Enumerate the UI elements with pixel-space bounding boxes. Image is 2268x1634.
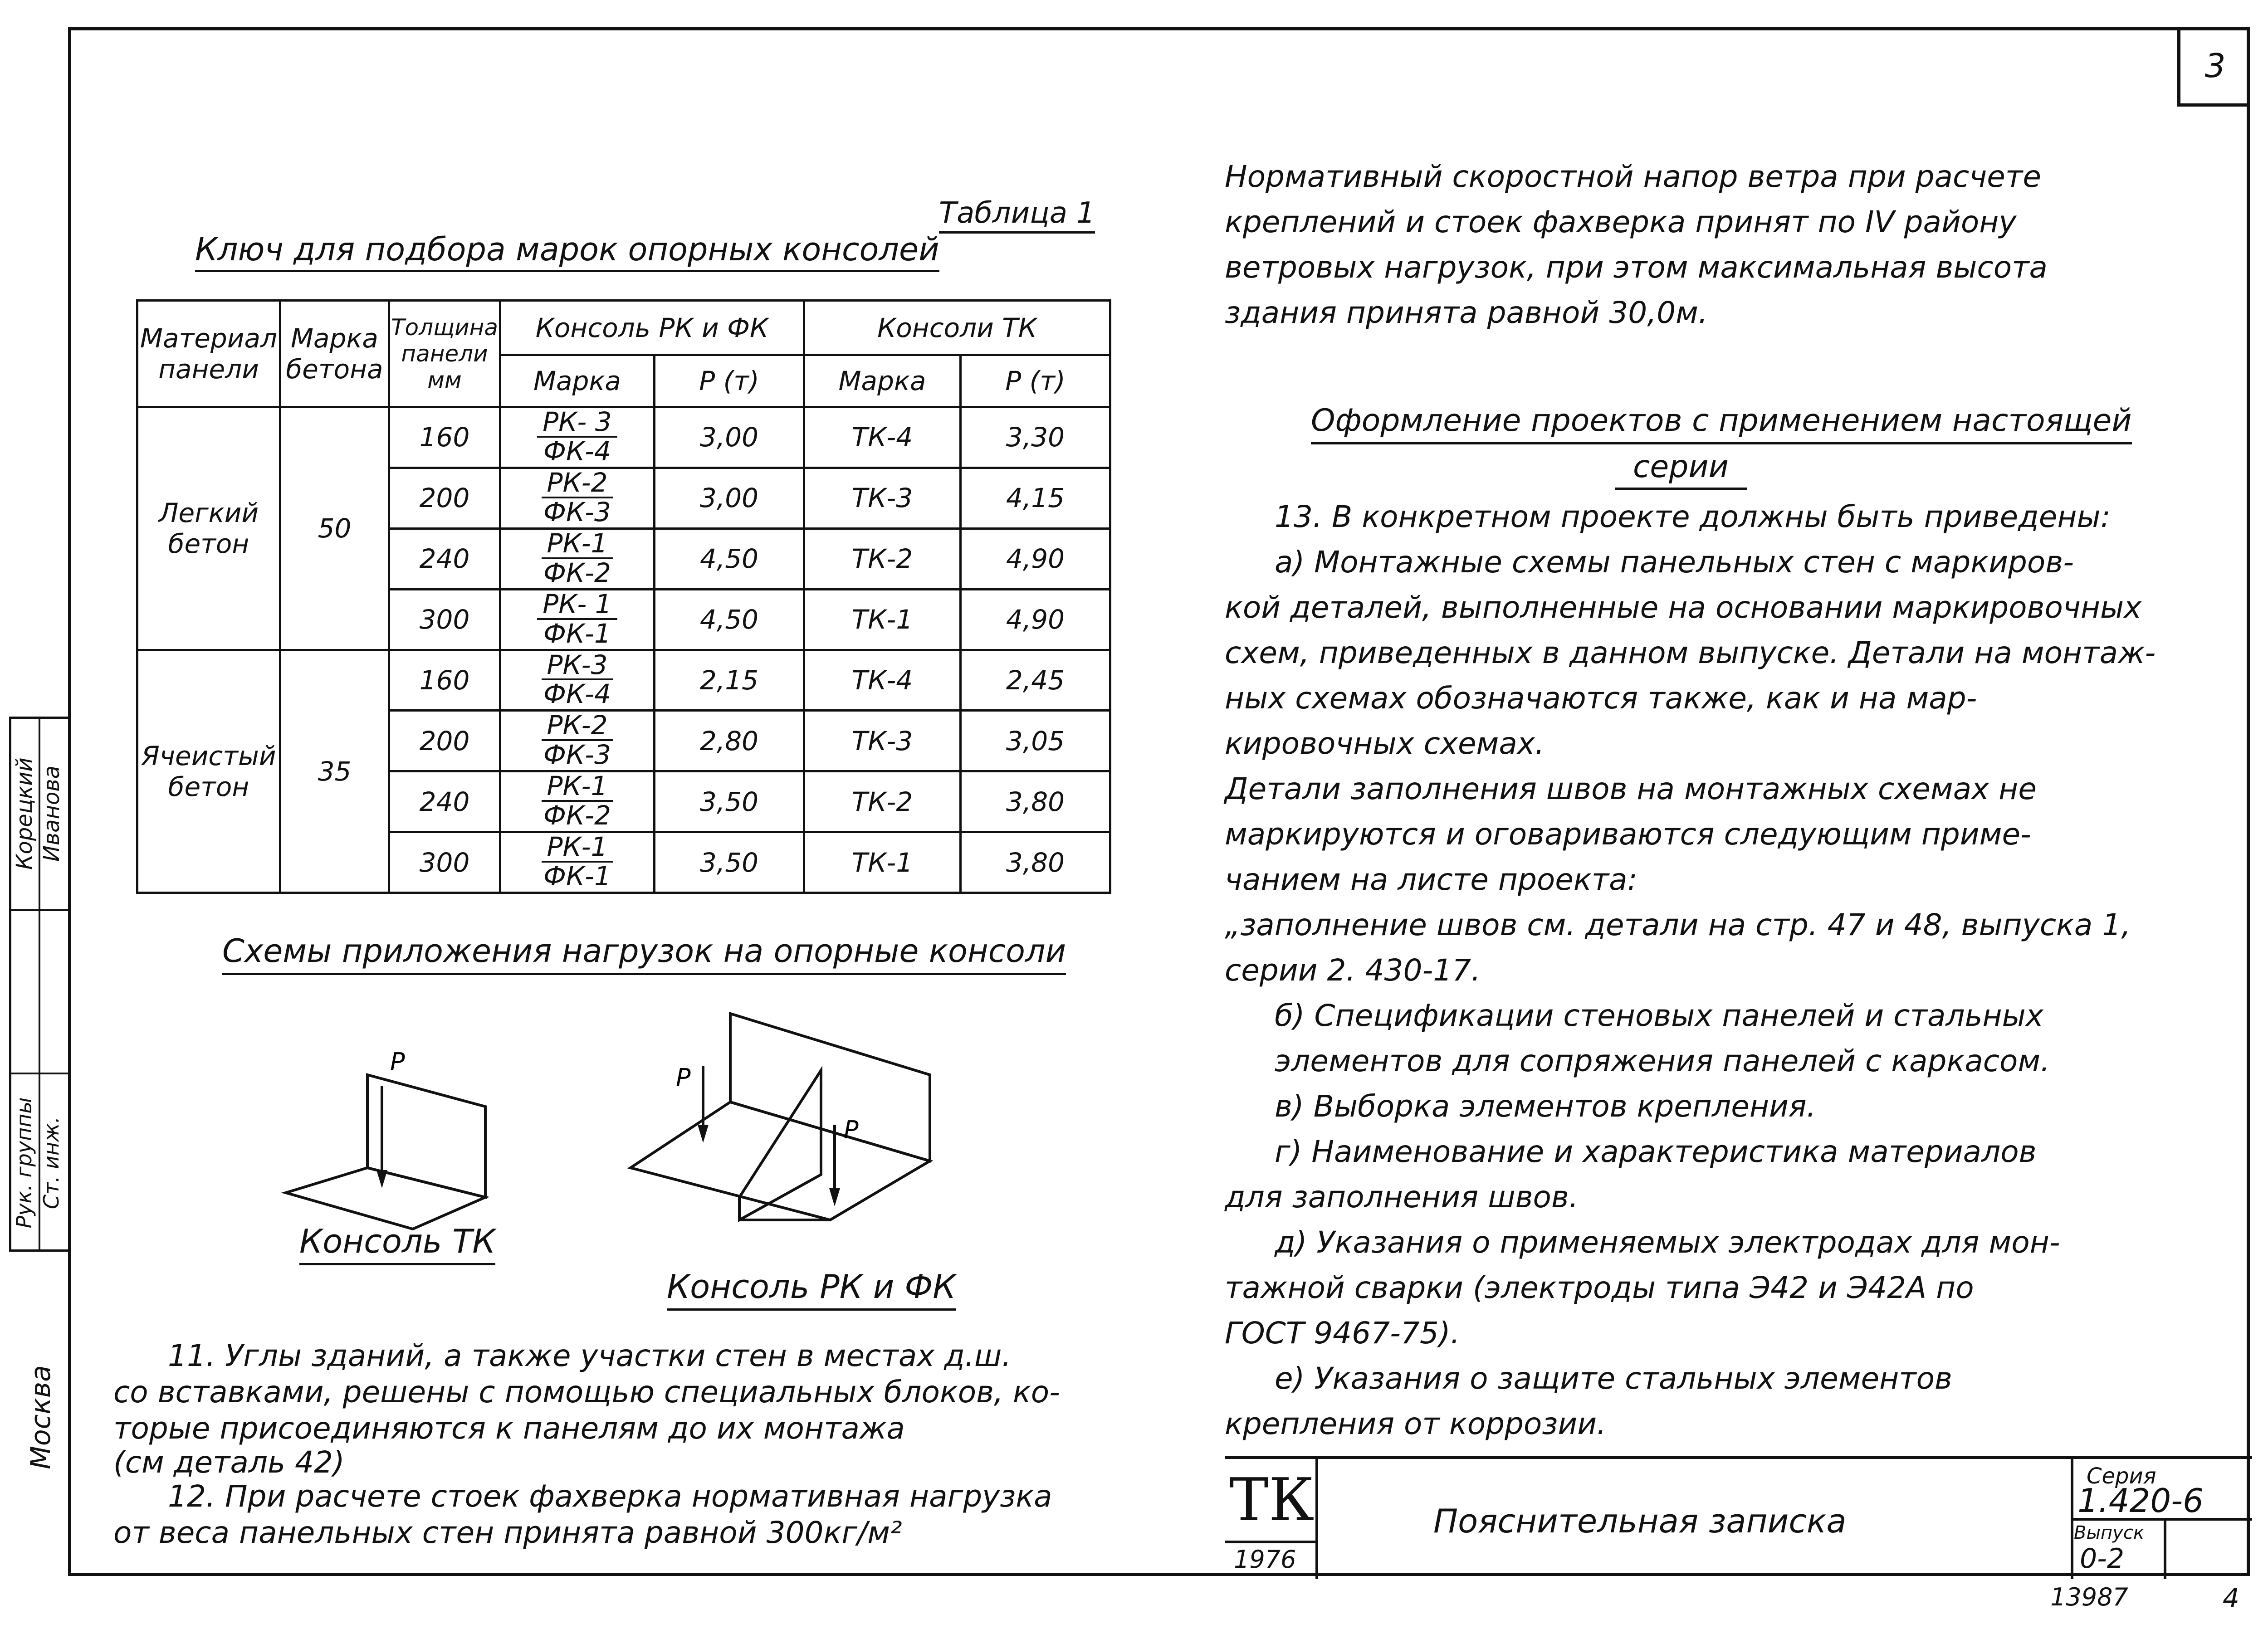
section-line: 13. В конкретном проекте должны быть приведены: [1275, 499, 2111, 534]
rk-mark-cell: $\frac{РК-1}{ФК-1}$ [500, 832, 655, 893]
tk-arrow-head [376, 1170, 387, 1188]
header-rk-mark: Марка [500, 355, 655, 407]
document-name: Пояснительная записка [1433, 1502, 1847, 1540]
tk-load-cell: 3,30 [961, 407, 1110, 468]
rk-load-cell: 2,80 [655, 711, 804, 771]
tk-mark-cell: ТК-3 [804, 468, 961, 528]
section-line: „заполнение швов см. детали на стр. 47 и 48, выпуска 1, [1225, 907, 2131, 942]
issue-value: 0-2 [2080, 1543, 2124, 1575]
section-line: а) Монтажные схемы панельных стен с маркиров- [1275, 545, 2074, 580]
tk-mark-cell: ТК-2 [804, 771, 961, 832]
logo-tk: ТК [1229, 1465, 1315, 1534]
rk-load-label-2: P [844, 1116, 859, 1144]
tk-mark-cell: ТК-3 [804, 711, 961, 771]
tk-load-cell: 3,80 [961, 832, 1110, 893]
section-line: Детали заполнения швов на монтажных схемах не [1225, 771, 2037, 806]
series-value: 1.420-6 [2077, 1482, 2204, 1520]
series-label: Серия [2087, 1463, 2156, 1489]
header-tk-mark: Марка [804, 355, 961, 407]
tk-mark-cell: ТК-2 [804, 528, 961, 589]
tk-load-cell: 3,05 [961, 711, 1110, 771]
tk-load-label: P [390, 1048, 405, 1076]
tk-mark-cell: ТК-4 [804, 650, 961, 711]
section-line: в) Выборка элементов крепления. [1275, 1089, 1816, 1124]
section-line: ных схемах обозначаются также, как и на мар- [1225, 681, 1977, 716]
thickness-cell: 200 [389, 468, 500, 528]
thickness-cell: 240 [389, 528, 500, 589]
thickness-cell: 160 [389, 650, 500, 711]
rk-mark-cell: $\frac{РК- 3}{ФК-4}$ [500, 407, 655, 468]
rk-load-cell: 3,50 [655, 832, 804, 893]
wind-text [1225, 154, 2223, 336]
rk-mark-cell: $\frac{РК- 1}{ФК-1}$ [500, 589, 655, 650]
wind-line-3: ветровых нагрузок, при этом максимальная высота [1225, 250, 2048, 285]
stamp-name-1: Корецкий [12, 757, 37, 870]
section-line: д) Указания о применяемых электродах для мон- [1275, 1225, 2060, 1260]
rk-mark-cell: $\frac{РК-1}{ФК-2}$ [500, 528, 655, 589]
section-line: схем, приведенных в данном выпуске. Детали на монтаж- [1225, 635, 2156, 670]
material-cell: Легкий бетон [137, 407, 280, 650]
header-material: Материал панели [137, 301, 280, 407]
section-line: ГОСТ 9467-75). [1225, 1316, 1460, 1351]
grade-cell: 50 [280, 407, 389, 650]
key-table [136, 299, 1111, 894]
tk-load-cell: 4,90 [961, 589, 1110, 650]
section-line: маркируются и оговариваются следующим приме- [1225, 817, 2031, 852]
section-line: кой деталей, выполненные на основании маркировочных [1225, 590, 2142, 625]
issue-label: Выпуск [2074, 1522, 2144, 1543]
wind-line-2: креплений и стоек фахверка принят по IV району [1225, 205, 2017, 239]
left-notes [113, 1338, 1157, 1551]
header-tk-group: Консоли ТК [804, 301, 1110, 355]
thickness-cell: 300 [389, 589, 500, 650]
material-cell: Ячеистый бетон [137, 650, 280, 893]
section-title-line-1: Оформление проектов с применением настоящей [1311, 399, 2132, 444]
tk-load-cell: 2,45 [961, 650, 1110, 711]
console-rk-label: Консоль РК и ФК [667, 1265, 956, 1311]
stamp-role-1: Рук. группы [12, 1097, 36, 1229]
wind-line-4: здания принята равной 30,0м. [1225, 295, 1708, 330]
tk-mark-cell: ТК-4 [804, 407, 961, 468]
wind-line-1: Нормативный скоростной напор ветра при расчете [1225, 159, 2041, 194]
rk-load-label-1: P [676, 1063, 691, 1092]
section-line: элементов для сопряжения панелей с каркасом. [1275, 1044, 2050, 1078]
rk-mark-cell: $\frac{РК-3}{ФК-4}$ [500, 650, 655, 711]
side-stamp [9, 717, 68, 1252]
thickness-cell: 240 [389, 771, 500, 832]
note-12-line-2: от веса панельных стен принята равной 300кг/м² [113, 1515, 902, 1550]
schemes-title: Схемы приложения нагрузок на опорные консоли [222, 930, 1066, 975]
rk-load-cell: 4,50 [655, 528, 804, 589]
stamp-name-2: Иванова [39, 765, 64, 862]
section-title-line-2: серии [1615, 447, 1747, 490]
header-thickness: Толщина панели мм [389, 301, 500, 407]
section-line: кировочных схемах. [1225, 726, 1545, 761]
tk-mark-cell: ТК-1 [804, 589, 961, 650]
rk-mark-cell: $\frac{РК-1}{ФК-2}$ [500, 771, 655, 832]
header-rk-p: P (т) [655, 355, 804, 407]
section-line: для заполнения швов. [1225, 1180, 1579, 1215]
thickness-cell: 200 [389, 711, 500, 771]
tk-load-cell: 4,15 [961, 468, 1110, 528]
rk-load-cell: 3,00 [655, 407, 804, 468]
rk-load-cell: 3,50 [655, 771, 804, 832]
section-line: чанием на листе проекта: [1225, 862, 1637, 897]
console-tk-sketch [286, 1075, 485, 1229]
rk-mark-cell: $\frac{РК-2}{ФК-3}$ [500, 711, 655, 771]
section-line: тажной сварки (электроды типа Э42 и Э42А по [1225, 1270, 1974, 1305]
section-body [1225, 494, 2245, 1447]
section-line: б) Спецификации стеновых панелей и стальных [1275, 998, 2043, 1033]
note-11-line-1: 11. Углы зданий, а также участки стен в местах д.ш. [168, 1338, 1012, 1373]
stamp-role-2: Ст. инж. [39, 1116, 64, 1210]
title-block [1225, 1456, 2252, 1579]
header-rk-group: Консоль РК и ФК [500, 301, 804, 355]
sheet-number: 3 [2177, 27, 2250, 107]
rk-load-cell: 2,15 [655, 650, 804, 711]
table-title: Ключ для подбора марок опорных консолей [195, 229, 939, 272]
rk-load-cell: 4,50 [655, 589, 804, 650]
inventory-number: 13987 [2050, 1583, 2128, 1611]
city-label: Москва [25, 1365, 57, 1469]
note-11-line-3: торые присоединяются к панелям до их монтажа [113, 1411, 905, 1446]
tk-load-cell: 3,80 [961, 771, 1110, 832]
header-grade: Марка бетона [280, 301, 389, 407]
note-11-line-4: (см деталь 42) [113, 1445, 345, 1480]
rk-mark-cell: $\frac{РК-2}{ФК-3}$ [500, 468, 655, 528]
table-row [137, 407, 1110, 468]
console-rk-sketch [631, 1014, 930, 1220]
thickness-cell: 300 [389, 832, 500, 893]
header-tk-p: P (т) [961, 355, 1110, 407]
grade-cell: 35 [280, 650, 389, 893]
table-row [137, 650, 1110, 711]
console-tk-label: Консоль ТК [299, 1220, 495, 1265]
table-caption: Таблица 1 [939, 195, 1095, 234]
note-12-line-1: 12. При расчете стоек фахверка нормативная нагрузка [168, 1479, 1052, 1514]
rk-arrow-head-2 [829, 1188, 840, 1206]
section-line: г) Наименование и характеристика материалов [1275, 1134, 2037, 1169]
year: 1976 [1234, 1545, 1296, 1574]
note-11-line-2: со вставками, решены с помощью специальных блоков, ко- [113, 1375, 1060, 1410]
page-number: 4 [2223, 1583, 2239, 1614]
section-line: серии 2. 430-17. [1225, 953, 1481, 988]
tk-load-cell: 4,90 [961, 528, 1110, 589]
thickness-cell: 160 [389, 407, 500, 468]
rk-arrow-head-1 [698, 1125, 709, 1143]
tk-mark-cell: ТК-1 [804, 832, 961, 893]
rk-load-cell: 3,00 [655, 468, 804, 528]
section-line: крепления от коррозии. [1225, 1406, 1607, 1441]
section-line: е) Указания о защите стальных элементов [1275, 1361, 1952, 1396]
